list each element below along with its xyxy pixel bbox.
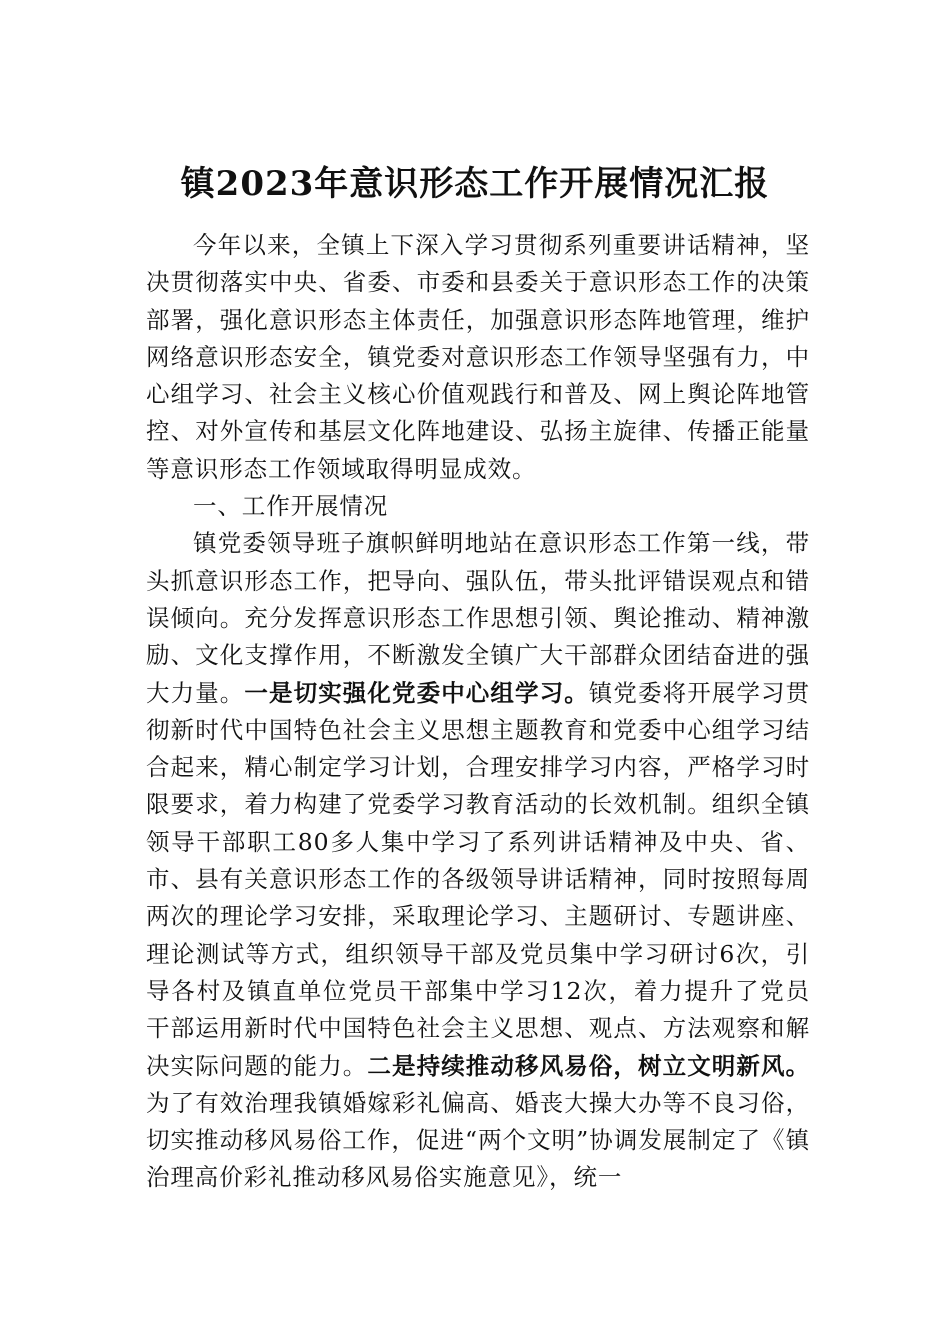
intro-paragraph: 今年以来，全镇上下深入学习贯彻系列重要讲话精神，坚决贯彻落实中央、省委、市委和县委关于意识形态工作的决策部署，强化意识形态主体责任，加强意识形态阵地管理，维护网络意识形态安全，镇党委对意识形态工作领导坚强有力，中心组学习、社会主义核心价值观践行和普及、网上舆论阵地管控、对外宣传和基层文化阵地建设、弘扬主旋律、传播正能量等意识形态工作领域取得明显成效。 [146, 231, 810, 483]
section-paragraph [146, 525, 810, 1196]
paragraph-text: 镇党委将开展学习贯彻新时代中国特色社会主义思想主题教育和党委中心组学习结合起来，精心制定学习计划，合理安排学习内容，严格学习时限要求，着力构建了党委学习教育活动的长效机制。组织全镇领导干部职工80多人集中学习了系列讲话精神及中央、省、市、县有关意识形态工作的各级领导讲话精神，同时按照每周两次的理论学习安排，采取理论学习、主题研讨、专题讲座、理论测试等方式，组织领导干部及党员集中学习研讨6次，引导各村及镇直单位党员干部集中学习12次，着力提升了党员干部运用新时代中国特色社会主义思想、观点、方法观察和解决实际问题的能力。 [146, 678, 810, 1080]
point-heading: 二是持续推动移风易俗，树立文明新风。 [367, 1051, 810, 1080]
paragraph-text: 为了有效治理我镇婚嫁彩礼偏高、婚丧大操大办等不良习俗，切实推动移风易俗工作，促进“两个文明”协调发展制定了《镇治理高价彩礼推动移风易俗实施意见》，统一 [146, 1088, 810, 1192]
section-heading: 一、工作开展情况 [193, 492, 389, 521]
paragraph-text: 镇党委领导班子旗帜鲜明地站在意识形态工作第一线，带头抓意识形态工作，把导向、强队伍，带头批评错误观点和错误倾向。充分发挥意识形态工作思想引领、舆论推动、精神激励、文化支撑作用，不断激发全镇广大干部群众团结奋进的强大力量。 [146, 529, 810, 707]
document-body [146, 227, 810, 1197]
document-title: 镇2023年意识形态工作开展情况汇报 [180, 164, 770, 204]
point-heading: 一是切实强化党委中心组学习。 [244, 678, 589, 707]
